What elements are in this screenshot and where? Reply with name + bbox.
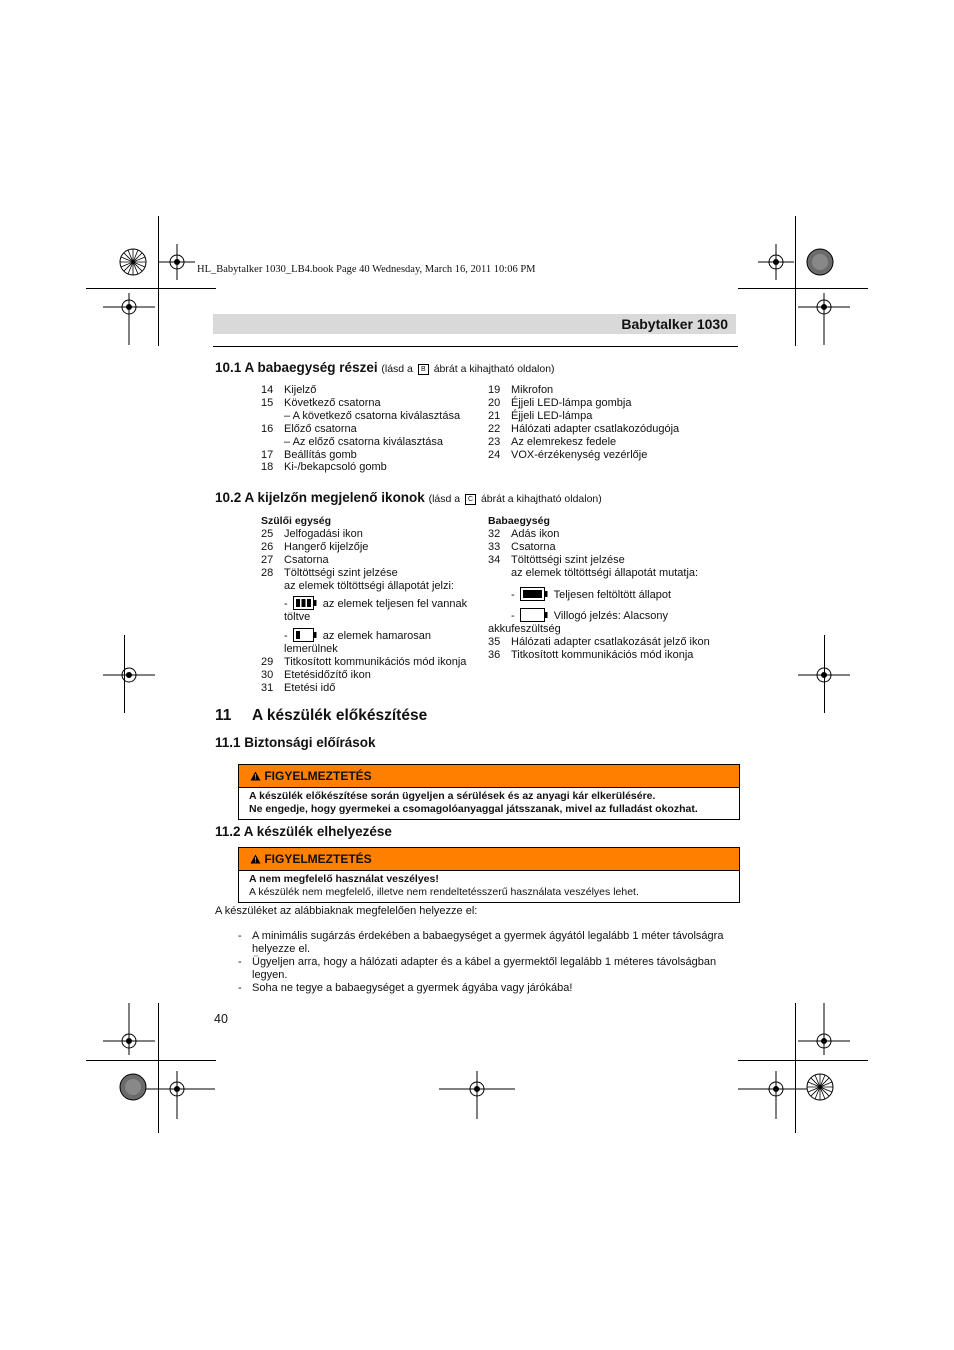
section-11-1-heading: 11.1 Biztonsági előírások <box>215 735 376 750</box>
item-text: Etetési idő <box>284 681 336 694</box>
ref-pre: (lásd a <box>381 363 413 375</box>
item-number: 22 <box>488 422 501 435</box>
bullet-text: A minimális sugárzás érdekében a babaegységet a gyermek ágyától legalább 1 méter távolságra helyezze el. <box>252 930 724 955</box>
bullet-text: Soha ne tegye a babaegységet a gyermek ágyába vagy járókába! <box>252 982 573 994</box>
page-number: 40 <box>214 1012 228 1026</box>
file-header: HL_Babytalker 1030_LB4.book Page 40 Wednesday, March 16, 2011 10:06 PM <box>197 264 536 275</box>
warning-box-safety <box>238 764 740 820</box>
list-item <box>261 449 460 462</box>
item-text: Beállítás gomb <box>284 448 357 461</box>
bullet-dash: - <box>238 956 242 968</box>
battery-charged-text: Teljesen feltöltött állapot <box>553 588 672 601</box>
bullet-dash: - <box>238 930 242 942</box>
item-text: Hálózati adapter csatlakozódugója <box>511 422 680 435</box>
placement-bullets <box>238 930 738 995</box>
item-text: – Az előző csatorna kiválasztása <box>284 435 443 448</box>
list-item <box>488 397 679 410</box>
dash: - <box>284 630 288 643</box>
dash: - <box>284 598 288 611</box>
divider <box>213 346 738 347</box>
battery-low-text: az elemek hamarosan <box>322 630 432 643</box>
warning-triangle-icon <box>250 771 261 781</box>
list-item <box>261 567 481 580</box>
section-10-1-heading <box>215 360 555 375</box>
bullet-item <box>238 930 738 956</box>
bullet-item <box>238 956 738 982</box>
bullet-item <box>238 982 738 995</box>
item-number: 15 <box>261 396 274 409</box>
list-item <box>261 384 460 397</box>
baby-unit-heading: Babaegység <box>488 515 550 527</box>
list-item <box>488 449 679 462</box>
item-text: Kijelző <box>284 384 317 396</box>
list-item <box>488 384 679 397</box>
list-item <box>488 436 679 449</box>
item-text: Etetésidőzítő ikon <box>284 668 371 681</box>
bullet-text: Ügyeljen arra, hogy a hálózati adapter és a kábel a gyermektől legalább 1 méteres távolságban legyen. <box>252 956 717 981</box>
chapter-number: 11 <box>215 707 232 724</box>
warning-line: A készülék nem megfelelő, illetve nem rendeltetésszerű használata veszélyes lehet. <box>249 886 639 898</box>
warning-bar <box>239 848 739 871</box>
ref-pre: (lásd a <box>428 493 461 505</box>
list-item <box>261 410 460 423</box>
item-number: 33 <box>488 540 501 553</box>
item-number: 29 <box>261 656 274 669</box>
item-text: Titkosított kommunikációs mód ikonja <box>511 649 694 662</box>
item-number: 32 <box>488 527 501 540</box>
list-item <box>488 554 738 567</box>
list-item <box>488 636 738 649</box>
battery-full-row <box>261 596 481 611</box>
item-text: Titkosított kommunikációs mód ikonja <box>284 656 467 669</box>
warning-label: FIGYELMEZTETÉS <box>264 852 372 866</box>
item-number: 30 <box>261 668 274 681</box>
item-number: 25 <box>261 527 274 540</box>
warning-bar <box>239 765 739 788</box>
dash: - <box>511 588 515 601</box>
item-text: Mikrofon <box>511 384 554 396</box>
battery-blink-text-2: akkufeszültség <box>488 623 561 636</box>
warning-box-usage <box>238 847 740 903</box>
warning-body <box>239 871 739 902</box>
warning-line: A készülék előkészítése során ügyeljen a sérülések és az anyagi kár elkerülésére. <box>249 790 656 802</box>
list-item <box>488 541 738 554</box>
list-item <box>488 528 738 541</box>
item-number: 31 <box>261 681 274 694</box>
item-number: 26 <box>261 540 274 553</box>
warning-line: A nem megfelelő használat veszélyes! <box>249 873 439 885</box>
item-number: 24 <box>488 448 501 461</box>
battery-blink-text: Villogó jelzés: Alacsony <box>553 610 668 623</box>
item-text: – A következő csatorna kiválasztása <box>284 409 461 422</box>
item-number <box>261 436 284 449</box>
parent-unit-heading: Szülői egység <box>261 515 332 527</box>
placement-intro: A készüléket az alábbiaknak megfelelően helyezze el: <box>215 905 478 917</box>
warning-body <box>239 788 739 819</box>
title-bar-label: Babytalker 1030 <box>621 316 728 332</box>
item-number: 14 <box>261 384 274 396</box>
item-text: Ki-/bekapcsoló gomb <box>284 461 387 474</box>
list-item <box>261 656 481 669</box>
section-10-2-heading <box>215 490 602 505</box>
warning-triangle-icon <box>250 854 261 864</box>
item-number: 27 <box>261 553 274 566</box>
parts-list-left <box>261 384 460 474</box>
item-text: Töltöttségi szint jelzése <box>284 566 398 579</box>
list-item <box>261 669 481 682</box>
item-number: 34 <box>488 553 501 566</box>
bullet-dash: - <box>238 982 242 994</box>
item-text: Előző csatorna <box>284 422 357 435</box>
dash: - <box>511 610 515 623</box>
list-item <box>261 528 481 541</box>
item-text: Csatorna <box>511 540 556 553</box>
item-number: 23 <box>488 435 501 448</box>
ref-post: ábrát a kihajtható oldalon) <box>480 493 602 505</box>
battery-charged-row <box>488 587 738 602</box>
chapter-title: A készülék előkészítése <box>252 707 428 724</box>
list-item <box>261 682 481 695</box>
item-text: Csatorna <box>284 553 329 566</box>
list-item <box>488 649 738 662</box>
parent-unit-icons <box>261 515 481 695</box>
title-bar <box>213 314 736 334</box>
chapter-11-heading <box>215 707 427 725</box>
item-text: Töltöttségi szint jelzése <box>511 553 625 566</box>
list-item <box>488 423 679 436</box>
list-item <box>261 461 460 474</box>
item-number: 18 <box>261 461 274 474</box>
item-text: Hangerő kijelzője <box>284 540 369 553</box>
list-item <box>488 410 679 423</box>
warning-label: FIGYELMEZTETÉS <box>264 769 372 783</box>
section-11-2-heading: 11.2 A készülék elhelyezése <box>215 824 392 839</box>
list-item <box>261 436 460 449</box>
battery-full-icon <box>520 587 548 601</box>
battery-full-icon <box>293 596 317 610</box>
section-10-2-title: 10.2 A kijelzőn megjelenő ikonok <box>215 490 425 505</box>
item-text: Hálózati adapter csatlakozását jelző ikon <box>511 636 710 649</box>
section-10-1-title: 10.1 A babaegység részei <box>215 360 378 375</box>
ref-post: ábrát a kihajtható oldalon) <box>433 363 555 375</box>
item-number: 35 <box>488 636 501 649</box>
item-text: Az elemrekesz fedele <box>511 435 617 448</box>
warning-line: Ne engedje, hogy gyermekei a csomagolóanyaggal játsszanak, mivel az fulladást okozhat. <box>249 803 698 815</box>
list-item <box>261 541 481 554</box>
item-number: 19 <box>488 384 501 396</box>
battery-empty-icon <box>520 608 548 622</box>
figure-c-icon: C <box>465 494 476 505</box>
item-text: Következő csatorna <box>284 396 381 409</box>
list-item <box>261 397 460 410</box>
item-number: 28 <box>261 566 274 579</box>
battery-low-row <box>261 628 481 643</box>
item-number: 20 <box>488 396 501 409</box>
item-text: Adás ikon <box>511 527 560 540</box>
item-number: 36 <box>488 649 501 662</box>
baby-unit-icons <box>488 515 738 662</box>
parts-list-right <box>488 384 679 461</box>
item-34-sub: az elemek töltöttségi állapotát mutatja: <box>511 566 699 579</box>
item-text: Jelfogadási ikon <box>284 527 363 540</box>
battery-blink-row <box>488 608 738 623</box>
battery-full-text-2: töltve <box>284 611 311 624</box>
item-text: Éjjeli LED-lámpa <box>511 409 593 422</box>
section-10-1-ref <box>381 363 554 375</box>
item-text: VOX-érzékenység vezérlője <box>511 448 648 461</box>
battery-full-text: az elemek teljesen fel vannak <box>322 598 468 611</box>
list-item <box>261 423 460 436</box>
item-number: 16 <box>261 422 274 435</box>
item-number <box>261 410 284 423</box>
item-text: Éjjeli LED-lámpa gombja <box>511 396 632 409</box>
item-28-sub: az elemek töltöttségi állapotát jelzi: <box>284 579 454 592</box>
item-number: 21 <box>488 409 501 422</box>
section-10-2-ref <box>429 493 602 505</box>
list-item <box>261 554 481 567</box>
figure-b-icon: B <box>418 364 429 375</box>
battery-low-text-2: lemerülnek <box>284 643 338 656</box>
item-number: 17 <box>261 448 274 461</box>
battery-low-icon <box>293 628 317 642</box>
